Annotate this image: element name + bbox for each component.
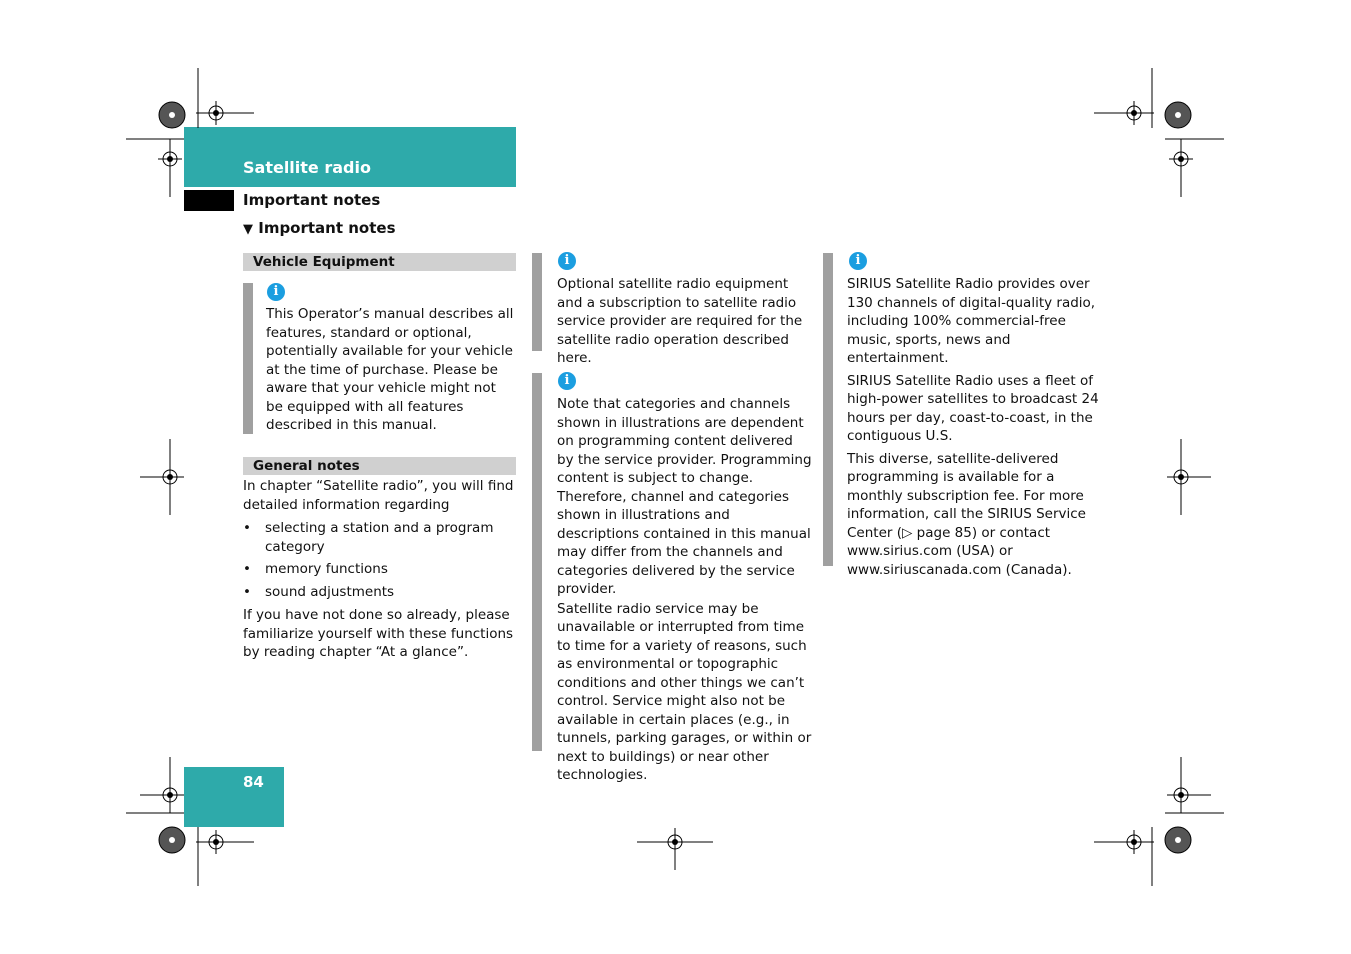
general-notes-heading: General notes (243, 457, 516, 475)
crosshair-icon (1169, 139, 1193, 197)
general-notes-outro: If you have not done so already, please familiarize yourself with these functions by reading chapter “At a glance”. (243, 607, 514, 660)
crosshair-icon (140, 439, 184, 515)
note-text: Note that categories and channels shown in illustrations are dependent on programming content delivered by the service provider. Programming content is subject to change. Therefore, channel and categories shown in illustrations and descriptions contained in this manual may differ from the channels and categories delivered by the service provider. (557, 396, 812, 597)
crosshair-icon (1167, 439, 1211, 515)
info-icon: i (267, 283, 285, 301)
section-title: Important notes (243, 191, 381, 209)
page-number: 84 (243, 773, 264, 791)
note-text: Optional satellite radio equipment and a subscription to satellite radio service provider are required for the satellite radio operation described here. (557, 276, 803, 366)
crosshair-icon (196, 101, 254, 125)
crosshair-icon (637, 828, 713, 870)
note-text: SIRIUS Satellite Radio provides over 130 channels of digital-quality radio, including 100% commercial-free music, sports, news and entertainment. (847, 276, 1096, 366)
note-text: Satellite radio service may be unavailable or interrupted from time to time for a variety of reasons, such as environmental or topographic conditions and other things we can’t control. Service might also not be available in certain places (e.g., in tunnels, parking garages, or within or next to buildings) or near other technologies. (557, 600, 812, 783)
info-icon: i (558, 372, 576, 390)
subsection-title-text: Important notes (258, 219, 396, 237)
list-item-text: memory functions (265, 561, 388, 577)
bullet-icon: • (243, 520, 251, 536)
crosshair-icon (1167, 757, 1211, 813)
vehicle-equipment-heading: Vehicle Equipment (243, 253, 516, 271)
note-text: This diverse, satellite-delivered programming is available for a monthly subscription fee. For more information, call the SIRIUS Service Center (▷ page 85) or contact www.sirius.com (USA) or www.siriuscanada.com (Canada). (847, 450, 1086, 578)
info-icon: i (849, 252, 867, 270)
sunburst-icon (159, 102, 185, 128)
crosshair-icon (158, 139, 182, 197)
chapter-title: Satellite radio (243, 158, 371, 177)
crosshair-icon (1094, 101, 1154, 125)
crosshair-icon (196, 830, 254, 854)
crosshair-icon (1094, 830, 1154, 854)
list-item-text: sound adjustments (265, 583, 395, 600)
sunburst-icon (1165, 102, 1191, 128)
general-notes-intro: In chapter “Satellite radio”, you will find detailed information regarding (243, 478, 514, 513)
note-text: This Operator’s manual describes all features, standard or optional, potentially available for your vehicle at the time of purchase. Please be aware that your vehicle might not be equipped with all features described in this manual. (266, 306, 514, 433)
crosshair-icon (140, 757, 184, 813)
triangle-down-icon: ▼ (243, 222, 253, 237)
bullet-icon: • (243, 583, 251, 600)
list-item-text: selecting a station and a program category (265, 520, 494, 555)
note-text: SIRIUS Satellite Radio uses a fleet of high-power satellites to broadcast 24 hours per day, coast-to-coast, in the contiguous U.S. (847, 372, 1099, 444)
sunburst-icon (1165, 827, 1191, 853)
info-icon: i (558, 252, 576, 270)
sunburst-icon (159, 827, 185, 853)
bullet-icon: • (243, 561, 251, 577)
